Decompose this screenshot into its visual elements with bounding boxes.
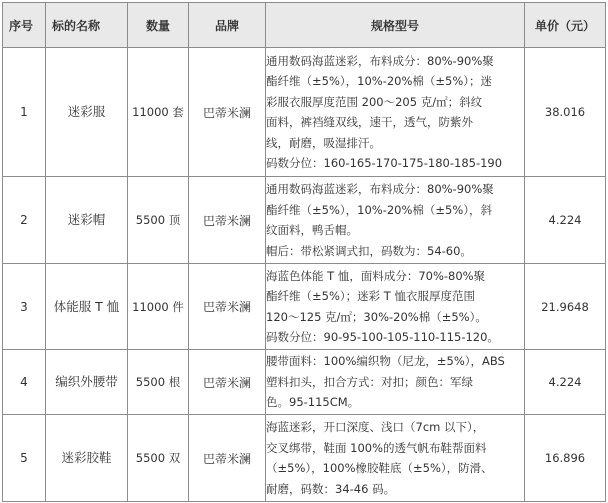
spec-line: 海蓝色体能 T 恤，面料成分：70%-80%聚 — [266, 268, 486, 283]
row-price: 4.224 — [525, 350, 606, 415]
row-index: 3 — [3, 264, 46, 350]
spec-line: 海蓝迷彩，开口深度、浅口（7cm 以下）， — [266, 420, 485, 434]
spec-line: 耐磨，码数：34-46 码。 — [266, 481, 396, 496]
spec-line: 线，耐磨，吸湿排汗。 — [266, 135, 381, 150]
row-qty: 11000 件 — [128, 264, 189, 350]
row-name: 体能服 T 恤 — [46, 264, 128, 350]
header-row — [3, 3, 606, 48]
row-brand: 巴蒂米澜 — [189, 415, 266, 502]
row-spec — [266, 415, 525, 502]
spec-line: 腰带面料：100%编织物（尼龙，±5%），ABS — [266, 354, 505, 369]
row-price: 38.016 — [525, 48, 606, 177]
spec-line: 酯纤维（±5%）；迷彩 T 恤衣服厚度范围 — [266, 289, 475, 303]
spec-line: 码数分位：160-165-170-175-180-185-190 — [266, 156, 503, 170]
spec-line: 通用数码海蓝迷彩，布料成分：80%-90%聚 — [266, 53, 494, 68]
table-row — [3, 177, 606, 264]
row-spec — [266, 264, 525, 350]
table-row — [3, 264, 606, 350]
header-price: 单价（元） — [525, 3, 606, 48]
spec-line: 酯纤维（±5%），10%-20%棉（±5%），斜 — [266, 202, 493, 217]
row-qty: 5500 双 — [128, 415, 189, 502]
row-price: 4.224 — [525, 177, 606, 264]
row-name: 迷彩服 — [46, 48, 128, 177]
table-row — [3, 350, 606, 415]
row-brand: 巴蒂米澜 — [189, 48, 266, 177]
header-spec: 规格型号 — [266, 3, 525, 48]
row-qty: 5500 根 — [128, 350, 189, 415]
row-name: 编织外腰带 — [46, 350, 128, 415]
row-spec — [266, 48, 525, 177]
row-spec — [266, 177, 525, 264]
header-index: 序号 — [3, 3, 46, 48]
row-name: 迷彩帽 — [46, 177, 128, 264]
table-row — [3, 48, 606, 177]
row-price: 21.9648 — [525, 264, 606, 350]
header-qty: 数量 — [128, 3, 189, 48]
row-brand: 巴蒂米澜 — [189, 177, 266, 264]
row-index: 1 — [3, 48, 46, 177]
row-name: 迷彩胶鞋 — [46, 415, 128, 502]
spec-line: 塑料扣头，扣合方式：对扣；颜色：军绿 — [266, 374, 473, 389]
spec-line: 酯纤维（±5%），10%-20%棉（±5%）；迷 — [266, 74, 493, 88]
row-qty: 5500 顶 — [128, 177, 189, 264]
spec-line: 彩服衣服厚度范围 200～205 克/㎡；斜纹 — [266, 94, 483, 109]
row-index: 2 — [3, 177, 46, 264]
row-spec — [266, 350, 525, 415]
table-row — [3, 415, 606, 502]
spec-line: 交叉绑带，鞋面 100%的透气帆布鞋帮面料 — [266, 440, 487, 455]
row-price: 16.896 — [525, 415, 606, 502]
spec-line: 面料，裤裆缝双线，速干，透气，防紫外 — [266, 115, 473, 129]
row-qty: 11000 套 — [128, 48, 189, 177]
spec-line: 通用数码海蓝迷彩，布料成分：80%-90%聚 — [266, 182, 494, 196]
spec-table — [2, 2, 606, 502]
spec-line: 120～125 克/㎡；30%-20%棉（±5%）。 — [266, 309, 487, 324]
spec-line: 色。95-115CM。 — [266, 395, 360, 410]
row-index: 4 — [3, 350, 46, 415]
spec-line: 纹面料，鸭舌帽。 — [266, 223, 358, 237]
row-brand: 巴蒂米澜 — [189, 264, 266, 350]
row-index: 5 — [3, 415, 46, 502]
header-brand: 品牌 — [189, 3, 266, 48]
spec-line: （±5%），100%橡胶鞋底（±5%），防滑、 — [266, 461, 493, 475]
row-brand: 巴蒂米澜 — [189, 350, 266, 415]
spec-line: 帽后：带松紧调式扣，码数为：54-60。 — [266, 243, 472, 258]
header-name: 标的名称 — [46, 3, 128, 48]
spec-line: 码数分位：90-95-100-105-110-115-120。 — [266, 330, 499, 344]
